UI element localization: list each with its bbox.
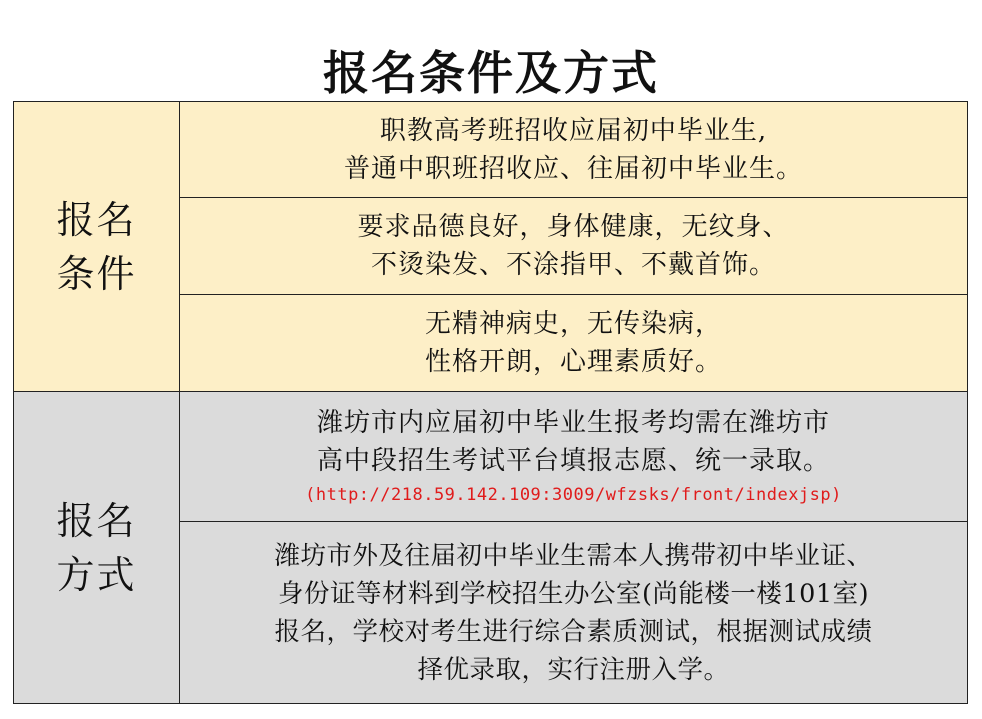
method-nonlocal-line3: 报名，学校对考生进行综合素质测试，根据测试成绩 xyxy=(274,616,873,647)
condition-cell-conduct xyxy=(180,198,968,295)
page-title: 报名条件及方式 xyxy=(323,45,659,100)
conditions-label-cell xyxy=(14,102,180,392)
condition-cell-health xyxy=(180,295,968,392)
condition-1-line1: 职教高考班招收应届初中毕业生, xyxy=(379,115,768,146)
methods-label-line1: 报名 xyxy=(56,498,137,543)
conditions-label xyxy=(14,193,179,301)
methods-label xyxy=(14,494,179,602)
method-nonlocal-line4: 择优录取，实行注册入学。 xyxy=(417,654,730,685)
condition-3-line1: 无精神病史，无传染病， xyxy=(424,309,722,339)
method-nonlocal-line1: 潍坊市外及往届初中毕业生需本人携带初中毕业证、 xyxy=(274,540,873,571)
condition-2-line1: 要求品德良好，身体健康，无纹身、 xyxy=(357,212,790,242)
condition-2-line2: 不烫染发、不涂指甲、不戴首饰。 xyxy=(370,250,776,280)
method-cell-nonlocal xyxy=(180,522,968,704)
method-local-line1: 潍坊市内应届初中毕业生报考均需在潍坊市 xyxy=(316,407,830,438)
methods-label-line2: 方式 xyxy=(56,552,137,597)
conditions-row-1 xyxy=(14,102,968,198)
conditions-label-line2: 条件 xyxy=(56,251,137,296)
method-local-line2: 高中段招生考试平台填报志愿、统一录取。 xyxy=(316,445,830,476)
methods-label-cell xyxy=(14,392,180,704)
registration-table xyxy=(13,101,968,704)
conditions-label-line1: 报名 xyxy=(56,197,137,242)
method-nonlocal-line2: 身份证等材料到学校招生办公室(尚能楼一楼101室) xyxy=(277,578,870,609)
condition-1-line2: 普通中职班招收应、往届初中毕业生。 xyxy=(343,153,803,184)
condition-cell-graduates xyxy=(180,102,968,198)
registration-platform-link[interactable]: (http://218.59.142.109:3009/wfzsks/front/indexjsp) xyxy=(305,484,842,505)
method-cell-local xyxy=(180,392,968,522)
methods-row-1 xyxy=(14,392,968,522)
condition-3-line2: 性格开朗，心理素质好。 xyxy=(424,347,722,377)
